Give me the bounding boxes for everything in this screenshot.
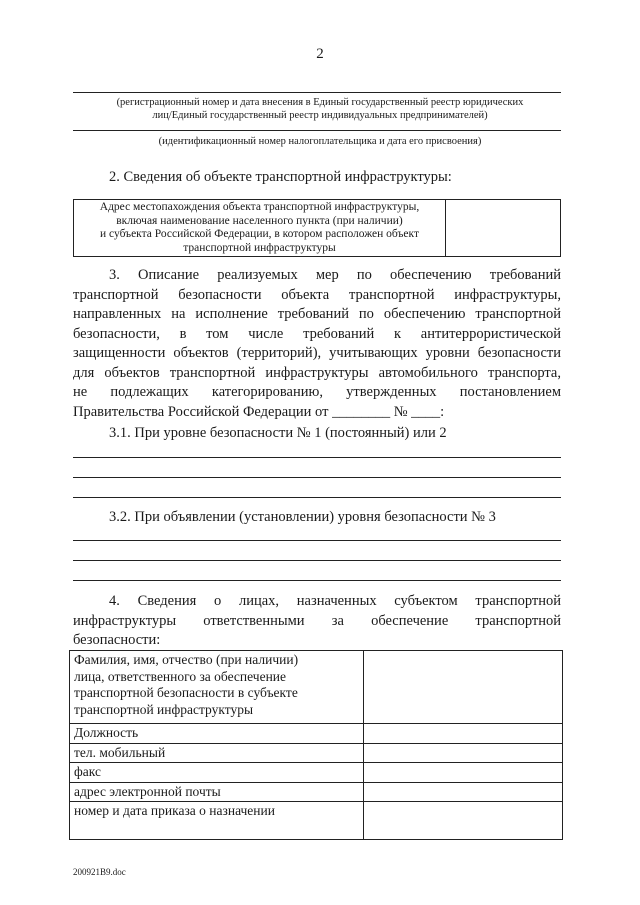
section3-line: не подлежащих категорированию, утвержденных постановлением [73,384,561,400]
section4-line: безопасности: [73,632,161,648]
footer-filename: 200921B9.doc [73,867,126,877]
row-label-order: номер и дата приказа о назначении [70,802,364,840]
section3-2-title: 3.2. При объявлении (установлении) уровня безопасности № 3 [109,509,496,525]
registration-rule [73,92,561,93]
section4-paragraph [73,592,561,651]
value-cell [364,724,563,744]
section3-line: для объектов транспортной инфраструктуры автомобильного транспорта, [73,364,561,381]
table-row [70,763,563,783]
row-label-position: Должность [70,724,364,744]
registration-caption [100,96,540,122]
address-label-line: Адрес местопахождения объекта транспортной инфраструктуры, [99,201,420,213]
answer-line [73,580,561,581]
section3-line: направленных на исполнение требований по обеспечению транспортной [73,306,561,322]
value-cell [364,651,563,724]
value-cell [364,782,563,802]
table-row [70,782,563,802]
section4-line: 4. Сведения о лицах, назначенных субъектом транспортной [109,593,561,609]
table-row [70,802,563,840]
row-label-mobile: тел. мобильный [70,743,364,763]
answer-line [73,560,561,561]
section3-line: 3. Описание реализуемых мер по обеспечению требований [109,267,561,283]
page-number: 2 [316,46,324,62]
object-address-label [74,200,446,256]
row-label-fio [70,651,364,724]
answer-line [73,477,561,478]
section2-title: 2. Сведения об объекте транспортной инфраструктуры: [109,169,452,185]
table-row [70,724,563,744]
answer-line [73,457,561,458]
row-label-fax: факс [70,763,364,783]
responsible-persons-table [69,650,563,840]
address-label-line: транспортной инфраструктуры [183,241,336,254]
section3-line: защищенности объектов (территорий), учитывающих уровни безопасности [73,345,561,361]
fio-line: транспортной безопасности в субъекте [74,685,298,700]
address-label-line: включая наименование населенного пункта (при наличии) [116,214,403,227]
section3-paragraph [73,266,561,422]
address-label-line: и субъекта Российской Федерации, в котором расположен объект [99,228,420,240]
registration-caption-line1: (регистрационный номер и дата внесения в Единый государственный реестр юридических [116,97,524,108]
value-cell [364,763,563,783]
fio-line: Фамилия, имя, отчество (при наличии) [74,652,299,667]
section3-1-title: 3.1. При уровне безопасности № 1 (постоянный) или 2 [109,425,447,441]
answer-line [73,497,561,498]
section3-line: безопасности, в том числе требований к антитеррористической [73,325,561,342]
fio-line: лица, ответственного за обеспечение [74,668,287,684]
section3-line: транспортной безопасности объекта транспортной инфраструктуры, [73,286,561,303]
registration-caption-line2: лиц/Единый государственный реестр индивидуальных предпринимателей) [152,110,488,121]
table-row [70,743,563,763]
row-label-email: адрес электронной почты [70,782,364,802]
answer-line [73,540,561,541]
object-address-table [73,199,561,257]
inn-rule [73,130,561,131]
value-cell [364,802,563,840]
value-cell [364,743,563,763]
section4-line: инфраструктуры ответственными за обеспечение транспортной [73,612,561,629]
fio-line: транспортной инфраструктуры [74,701,254,717]
table-row [70,651,563,724]
section3-line: Правительства Российской Федерации от ________ № ____: [73,403,445,420]
inn-caption: (идентификационный номер налогоплательщика и дата его присвоения) [158,136,482,147]
